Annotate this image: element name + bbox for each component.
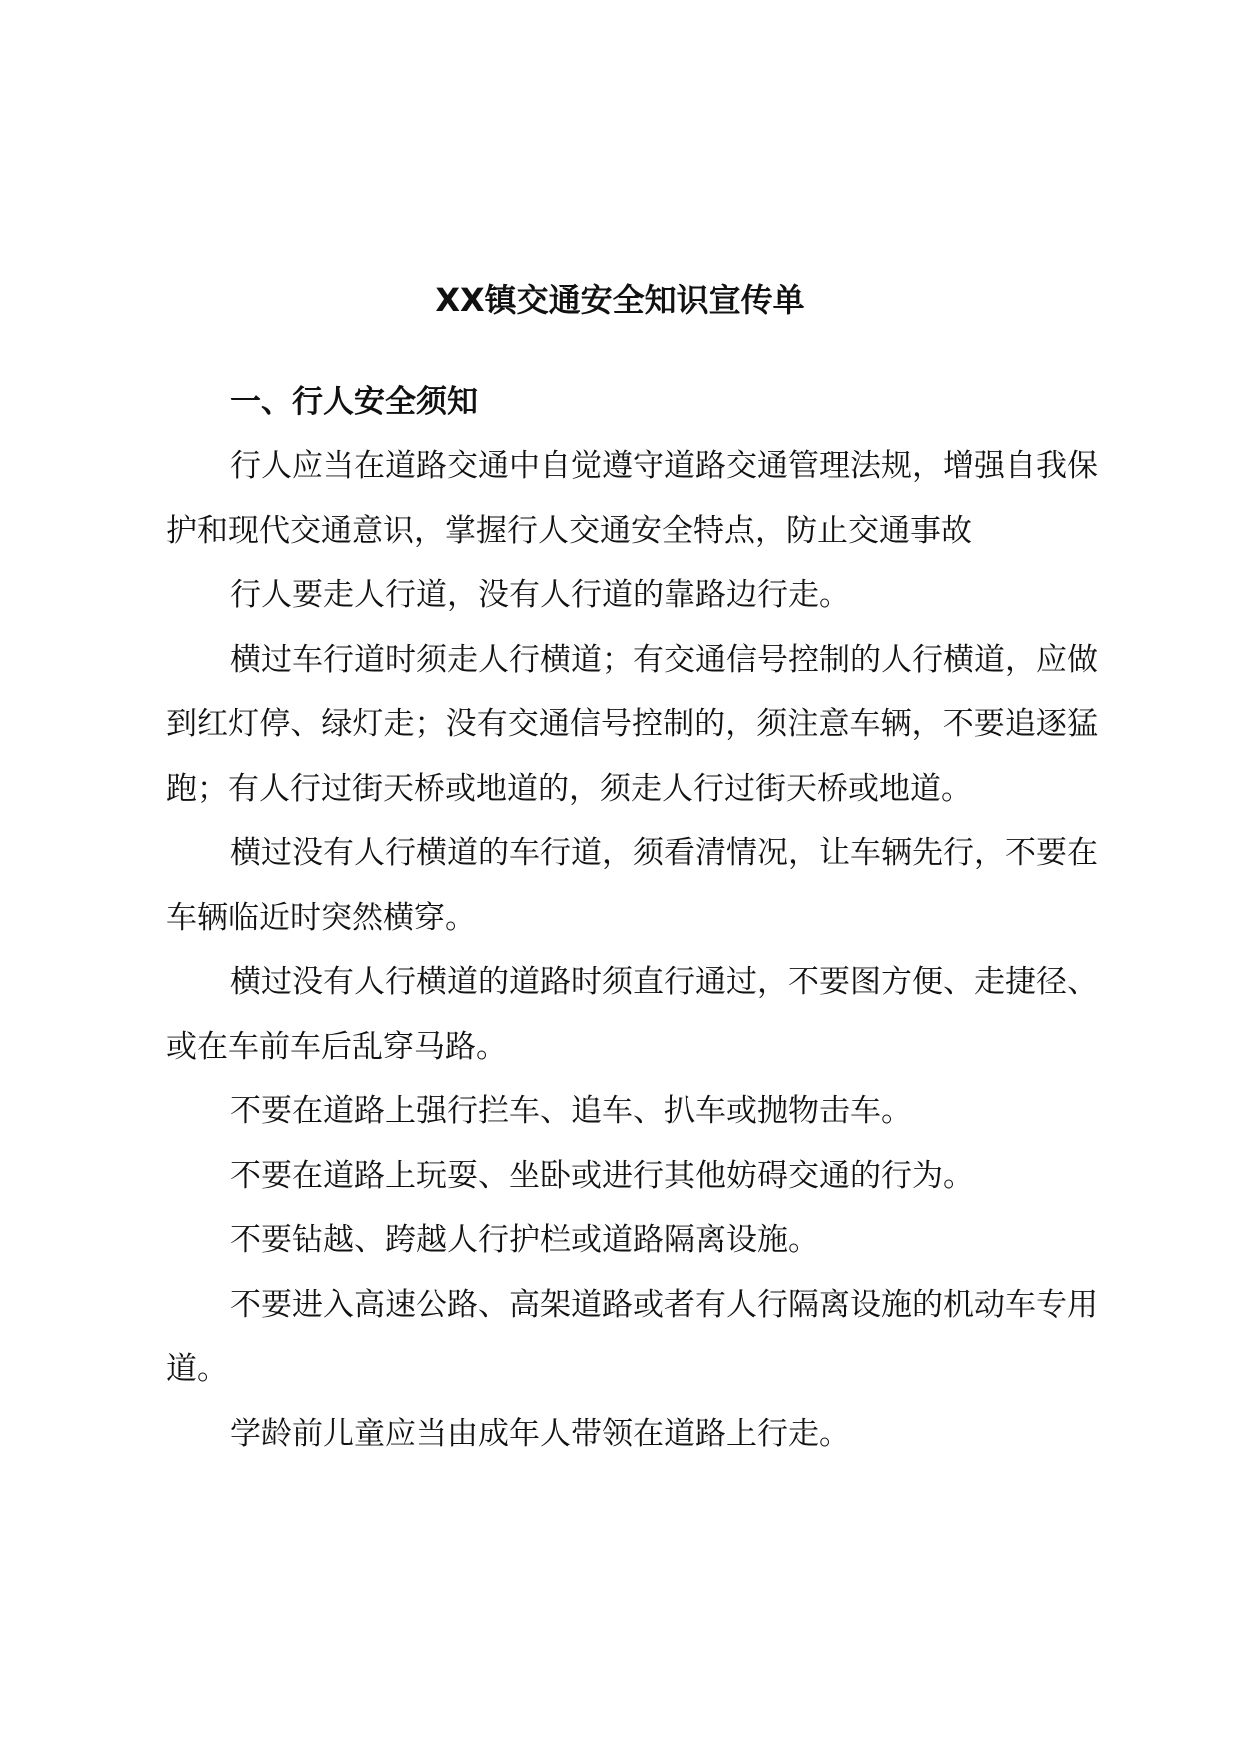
paragraph-10: 学龄前儿童应当由成年人带领在道路上行走。 [230, 1415, 850, 1452]
paragraph-2: 行人要走人行道，没有人行道的靠路边行走。 [230, 577, 850, 613]
document-body [166, 370, 1098, 1466]
document-title: XX镇交通安全知识宣传单 [435, 281, 805, 319]
paragraph-7: 不要在道路上玩耍、坐卧或进行其他妨碍交通的行为。 [230, 1157, 974, 1194]
paragraph-5: 横过没有人行横道的道路时须直行通过，不要图方便、走捷径、或在车前车后乱穿马路。 [166, 964, 1098, 1065]
paragraph-9: 不要进入高速公路、高架道路或者有人行隔离设施的机动车专用道。 [166, 1286, 1098, 1387]
paragraph-3: 横过车行道时须走人行横道；有交通信号控制的人行横道，应做到红灯停、绿灯走；没有交通信号控制的，须注意车辆，不要追逐猛跑；有人行过街天桥或地道的，须走人行过街天桥或地道。 [166, 641, 1098, 807]
paragraph-1: 行人应当在道路交通中自觉遵守道路交通管理法规，增强自我保护和现代交通意识，掌握行人交通安全特点，防止交通事故 [166, 448, 1098, 549]
paragraph-8: 不要钻越、跨越人行护栏或道路隔离设施。 [230, 1222, 819, 1258]
section-heading: 一、行人安全须知 [230, 384, 478, 420]
paragraph-4: 横过没有人行横道的车行道，须看清情况，让车辆先行，不要在车辆临近时突然横穿。 [166, 835, 1098, 936]
paragraph-6: 不要在道路上强行拦车、追车、扒车或抛物击车。 [230, 1093, 912, 1129]
